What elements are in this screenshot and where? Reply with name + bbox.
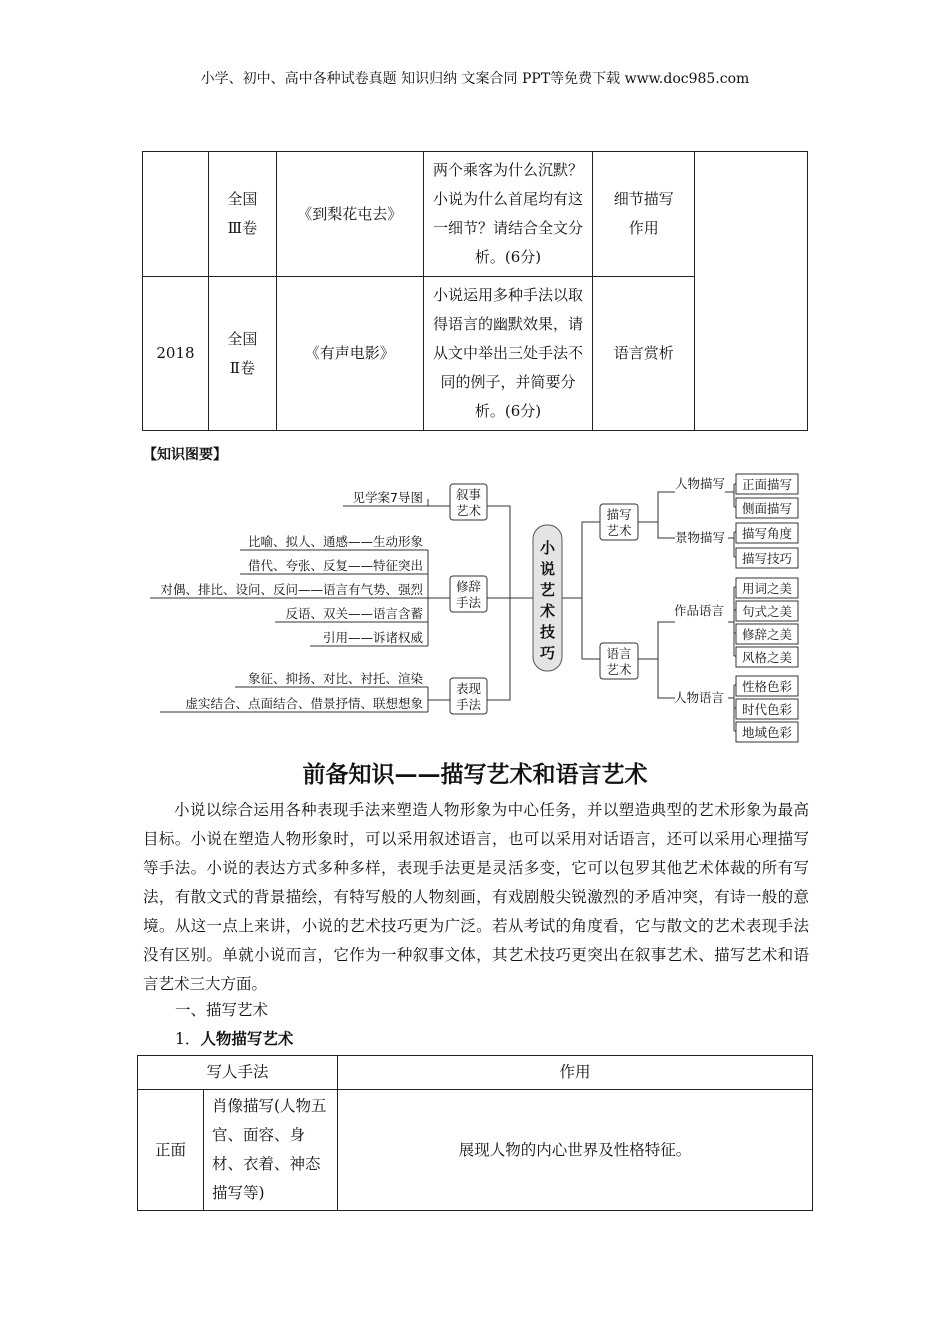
leaf-item: 描写角度 bbox=[741, 526, 793, 541]
column-header: 写人手法 bbox=[138, 1056, 338, 1090]
leaf-item: 句式之美 bbox=[741, 604, 793, 619]
section-title: 前备知识——描写艺术和语言艺术 bbox=[302, 761, 648, 788]
point-cell: 细节描写作用 bbox=[593, 152, 695, 277]
column-header: 作用 bbox=[338, 1056, 813, 1090]
rhetoric-box: 修辞手法 bbox=[455, 579, 482, 610]
description-art-box: 描写艺术 bbox=[606, 507, 632, 538]
rhetoric-item: 借代、夸张、反复——特征突出 bbox=[247, 558, 423, 573]
leaf-item: 侧面描写 bbox=[741, 501, 793, 516]
year-cell bbox=[143, 152, 209, 277]
technique-item: 虚实结合、点面结合、借景抒情、联想想象 bbox=[185, 696, 423, 711]
rhetoric-item: 比喻、拟人、通感——生动形象 bbox=[247, 534, 423, 549]
point-cell: 语言赏析 bbox=[593, 277, 695, 431]
language-art-box: 语言艺术 bbox=[606, 646, 632, 677]
leaf-item: 地域色彩 bbox=[741, 725, 793, 740]
page-header: 小学、初中、高中各种试卷真题 知识归纳 文案合同 PPT等免费下载 www.doc985.com bbox=[200, 71, 750, 87]
heading-number: 1． bbox=[175, 1030, 201, 1048]
rhetoric-item: 引用——诉诸权威 bbox=[322, 630, 423, 645]
mind-map bbox=[150, 462, 810, 747]
leaf-item: 时代色彩 bbox=[741, 702, 793, 717]
table-row bbox=[138, 1090, 813, 1211]
technique-box: 表现手法 bbox=[455, 681, 482, 712]
exam-table bbox=[142, 151, 808, 431]
question-cell: 两个乘客为什么沉默？小说为什么首尾均有这一细节？请结合全文分析。(6分) bbox=[423, 152, 593, 277]
person-description: 人物描写 bbox=[674, 476, 726, 491]
technique-item: 象征、抑扬、对比、衬托、渲染 bbox=[247, 671, 423, 686]
heading-person-description bbox=[175, 1027, 293, 1049]
paper-cell: 全国 Ⅱ卷 bbox=[208, 277, 276, 431]
narrative-item: 见学案7导图 bbox=[352, 490, 423, 505]
center-topic: 小说艺术技巧 bbox=[539, 539, 556, 662]
table-row bbox=[143, 152, 808, 277]
paper-cell: 全国 Ⅲ卷 bbox=[208, 152, 276, 277]
heading-description-art: 一、描写艺术 bbox=[175, 1001, 269, 1019]
table-header-row bbox=[138, 1056, 813, 1090]
narrative-art-box: 叙事艺术 bbox=[455, 487, 482, 518]
leaf-item: 性格色彩 bbox=[741, 679, 793, 694]
heading-text: 人物描写艺术 bbox=[200, 1030, 294, 1048]
character-language: 人物语言 bbox=[673, 690, 725, 705]
method-table bbox=[137, 1055, 813, 1211]
effect-cell: 展现人物的内心世界及性格特征。 bbox=[338, 1090, 813, 1211]
question-cell: 小说运用多种手法以取得语言的幽默效果，请从文中举出三处手法不同的例子，并简要分析。(6分) bbox=[423, 277, 593, 431]
scene-description: 景物描写 bbox=[674, 530, 726, 545]
knowledge-label: 【知识图要】 bbox=[143, 447, 227, 463]
category-cell: 正面 bbox=[138, 1090, 204, 1211]
body-paragraph: 小说以综合运用各种表现手法来塑造人物形象为中心任务，并以塑造典型的艺术形象为最高目标。小说在塑造人物形象时，可以采用叙述语言，也可以采用对话语言，还可以采用心理描写等手法。小说的表达方式多种多样，表现手法更是灵活多变，它可以包罗其他艺术体裁的所有写法，有散文式的背景描绘，有特写般的人物刻画，有戏剧般尖锐激烈的矛盾冲突，有诗一般的意境。从这一点上来讲，小说的艺术技巧更为广泛。若从考试的角度看，它与散文的艺术表现手法没有区别。单就小说而言，它作为一种叙事文体，其艺术技巧更突出在叙事艺术、描写艺术和语言艺术三大方面。 bbox=[143, 801, 809, 993]
work-cell: 《到梨花屯去》 bbox=[276, 152, 423, 277]
method-cell: 肖像描写(人物五官、面容、身材、衣着、神态描写等) bbox=[204, 1090, 338, 1211]
leaf-item: 用词之美 bbox=[741, 581, 793, 596]
rhetoric-item: 对偶、排比、设问、反问——语言有气势、强烈 bbox=[160, 582, 423, 597]
work-language: 作品语言 bbox=[673, 603, 725, 618]
leaf-item: 正面描写 bbox=[741, 477, 793, 492]
work-cell: 《有声电影》 bbox=[276, 277, 423, 431]
leaf-item: 描写技巧 bbox=[741, 551, 793, 566]
year-cell: 2018 bbox=[143, 277, 209, 431]
empty-cell bbox=[695, 152, 808, 431]
rhetoric-item: 反语、双关——语言含蓄 bbox=[285, 606, 423, 621]
leaf-item: 修辞之美 bbox=[741, 627, 793, 642]
leaf-item: 风格之美 bbox=[741, 650, 793, 665]
